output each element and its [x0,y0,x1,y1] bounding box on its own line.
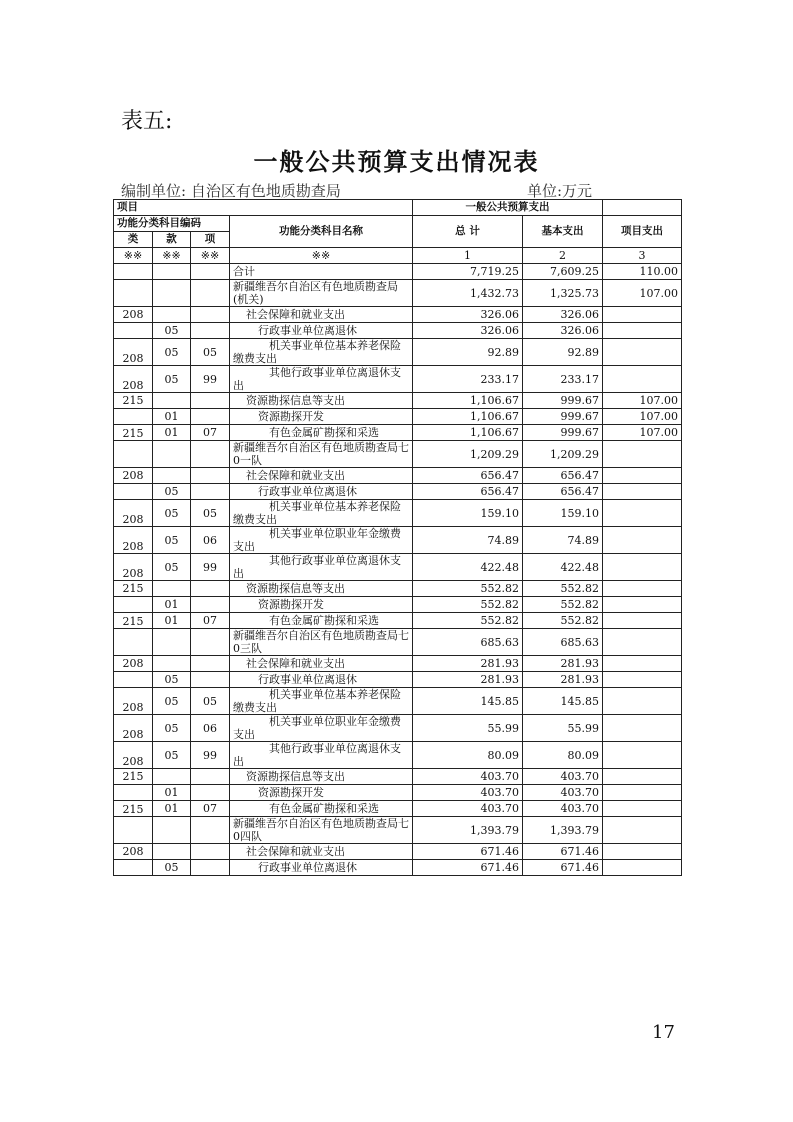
total-cell: 656.47 [413,484,523,500]
project-cell [603,860,682,876]
lei-cell: 208 [114,500,153,527]
kuan-cell: 05 [153,500,191,527]
kuan-cell: 05 [153,742,191,769]
basic-cell: 403.70 [523,769,603,785]
project-cell [603,629,682,656]
xiang-cell [191,860,230,876]
project-cell: 110.00 [603,264,682,280]
func-name-cell: 新疆维吾尔自治区有色地质勘查局七0一队 [230,441,413,468]
total-cell: 403.70 [413,769,523,785]
project-cell [603,715,682,742]
func-name-cell: 社会保障和就业支出 [230,307,413,323]
lei-cell [114,409,153,425]
kuan-cell: 01 [153,613,191,629]
project-cell [603,441,682,468]
xiang-cell [191,769,230,785]
basic-cell: 671.46 [523,860,603,876]
table-row [114,425,682,441]
lei-cell: 208 [114,468,153,484]
project-cell: 107.00 [603,280,682,307]
header-basic: 基本支出 [523,216,603,248]
total-cell: 1,106.67 [413,409,523,425]
kuan-cell: 01 [153,425,191,441]
table-row [114,844,682,860]
kuan-cell [153,307,191,323]
basic-cell: 403.70 [523,801,603,817]
kuan-cell [153,629,191,656]
basic-cell: 999.67 [523,393,603,409]
total-cell: 145.85 [413,688,523,715]
xiang-cell [191,817,230,844]
project-cell [603,597,682,613]
lei-cell: 208 [114,307,153,323]
func-name-cell: 合计 [230,264,413,280]
xiang-cell [191,581,230,597]
xiang-cell: 05 [191,688,230,715]
table-row [114,801,682,817]
table-row [114,613,682,629]
xiang-cell [191,264,230,280]
basic-cell: 233.17 [523,366,603,393]
func-name-cell: 行政事业单位离退休 [230,672,413,688]
basic-cell: 55.99 [523,715,603,742]
project-cell [603,307,682,323]
table-row [114,484,682,500]
table-row [114,280,682,307]
func-name-cell: 行政事业单位离退休 [230,860,413,876]
basic-cell: 552.82 [523,613,603,629]
lei-cell [114,817,153,844]
basic-cell: 281.93 [523,656,603,672]
func-name-cell: 行政事业单位离退休 [230,323,413,339]
total-cell: 685.63 [413,629,523,656]
func-name-cell: 有色金属矿勘探和采选 [230,801,413,817]
total-cell: 80.09 [413,742,523,769]
page-number: 17 [652,1022,675,1043]
table-row [114,554,682,581]
index-row [114,248,682,264]
table-row [114,629,682,656]
table-row [114,409,682,425]
basic-cell: 999.67 [523,409,603,425]
document-title: 一般公共预算支出情况表 [253,147,540,176]
project-cell [603,801,682,817]
total-cell: 233.17 [413,366,523,393]
xiang-cell: 05 [191,339,230,366]
index-1: 1 [413,248,523,264]
basic-cell: 281.93 [523,672,603,688]
mark-lei: ※※ [114,248,153,264]
xiang-cell: 05 [191,500,230,527]
kuan-cell [153,468,191,484]
total-cell: 281.93 [413,672,523,688]
xiang-cell: 99 [191,366,230,393]
table-row [114,393,682,409]
total-cell: 403.70 [413,801,523,817]
mark-kuan: ※※ [153,248,191,264]
total-cell: 1,209.29 [413,441,523,468]
total-cell: 55.99 [413,715,523,742]
project-cell: 107.00 [603,409,682,425]
currency-unit: 单位:万元 [527,182,593,200]
lei-cell: 215 [114,769,153,785]
table-row [114,742,682,769]
func-name-cell: 行政事业单位离退休 [230,484,413,500]
table-row [114,441,682,468]
kuan-cell: 05 [153,715,191,742]
table-row [114,715,682,742]
kuan-cell: 05 [153,339,191,366]
lei-cell [114,629,153,656]
total-cell: 92.89 [413,339,523,366]
func-name-cell: 机关事业单位基本养老保险缴费支出 [230,688,413,715]
header-xiang: 项 [191,232,230,248]
lei-cell: 208 [114,527,153,554]
total-cell: 159.10 [413,500,523,527]
basic-cell: 145.85 [523,688,603,715]
func-name-cell: 社会保障和就业支出 [230,468,413,484]
lei-cell: 215 [114,393,153,409]
basic-cell: 656.47 [523,468,603,484]
lei-cell [114,441,153,468]
kuan-cell [153,441,191,468]
lei-cell [114,323,153,339]
total-cell: 1,106.67 [413,425,523,441]
total-cell: 552.82 [413,613,523,629]
table-row [114,500,682,527]
basic-cell: 74.89 [523,527,603,554]
lei-cell: 208 [114,656,153,672]
xiang-cell [191,307,230,323]
lei-cell: 208 [114,339,153,366]
table-row [114,264,682,280]
basic-cell: 685.63 [523,629,603,656]
xiang-cell [191,409,230,425]
kuan-cell: 05 [153,860,191,876]
kuan-cell [153,656,191,672]
kuan-cell: 01 [153,801,191,817]
index-2: 2 [523,248,603,264]
table-row [114,366,682,393]
basic-cell: 159.10 [523,500,603,527]
func-name-cell: 机关事业单位基本养老保险缴费支出 [230,339,413,366]
total-cell: 671.46 [413,844,523,860]
basic-cell: 326.06 [523,323,603,339]
total-cell: 422.48 [413,554,523,581]
kuan-cell [153,844,191,860]
xiang-cell: 06 [191,527,230,554]
project-cell: 107.00 [603,425,682,441]
kuan-cell: 01 [153,597,191,613]
func-name-cell: 其他行政事业单位离退休支出 [230,366,413,393]
table-row [114,769,682,785]
total-cell: 656.47 [413,468,523,484]
func-name-cell: 机关事业单位基本养老保险缴费支出 [230,500,413,527]
xiang-cell: 07 [191,425,230,441]
func-name-cell: 有色金属矿勘探和采选 [230,613,413,629]
xiang-cell: 06 [191,715,230,742]
header-lei: 类 [114,232,153,248]
lei-cell: 208 [114,844,153,860]
basic-cell: 999.67 [523,425,603,441]
xiang-cell [191,441,230,468]
project-cell [603,844,682,860]
budget-table-body [114,200,682,876]
xiang-cell [191,672,230,688]
func-name-cell: 资源勘探信息等支出 [230,393,413,409]
xiang-cell: 07 [191,613,230,629]
header-func-code: 功能分类科目编码 [114,216,230,232]
lei-cell: 215 [114,581,153,597]
func-name-cell: 社会保障和就业支出 [230,844,413,860]
func-name-cell: 资源勘探开发 [230,785,413,801]
func-name-cell: 机关事业单位职业年金缴费支出 [230,715,413,742]
xiang-cell [191,393,230,409]
table-row [114,323,682,339]
header-row-2 [114,216,682,232]
table-row [114,672,682,688]
xiang-cell [191,323,230,339]
basic-cell: 80.09 [523,742,603,769]
basic-cell: 326.06 [523,307,603,323]
project-cell [603,581,682,597]
total-cell: 552.82 [413,581,523,597]
table-row [114,688,682,715]
lei-cell: 208 [114,366,153,393]
lei-cell [114,597,153,613]
lei-cell [114,280,153,307]
kuan-cell: 05 [153,366,191,393]
table-row [114,468,682,484]
project-cell [603,688,682,715]
func-name-cell: 资源勘探信息等支出 [230,769,413,785]
basic-cell: 403.70 [523,785,603,801]
project-cell [603,339,682,366]
func-name-cell: 资源勘探开发 [230,597,413,613]
header-empty-cell [603,200,682,216]
func-name-cell: 社会保障和就业支出 [230,656,413,672]
project-cell: 107.00 [603,393,682,409]
func-name-cell: 新疆维吾尔自治区有色地质勘查局(机关) [230,280,413,307]
header-project: 项目支出 [603,216,682,248]
kuan-cell [153,769,191,785]
project-cell [603,672,682,688]
kuan-cell: 05 [153,688,191,715]
budget-table [113,199,682,876]
basic-cell: 7,609.25 [523,264,603,280]
func-name-cell: 资源勘探开发 [230,409,413,425]
xiang-cell: 99 [191,742,230,769]
project-cell [603,817,682,844]
lei-cell [114,860,153,876]
total-cell: 403.70 [413,785,523,801]
basic-cell: 552.82 [523,581,603,597]
compiling-unit: 编制单位: 自治区有色地质勘查局 [121,182,341,200]
lei-cell: 208 [114,688,153,715]
index-3: 3 [603,248,682,264]
lei-cell: 208 [114,715,153,742]
lei-cell: 215 [114,801,153,817]
total-cell: 552.82 [413,597,523,613]
project-cell [603,500,682,527]
func-name-cell: 资源勘探信息等支出 [230,581,413,597]
xiang-cell: 07 [191,801,230,817]
func-name-cell: 新疆维吾尔自治区有色地质勘查局七0四队 [230,817,413,844]
table-row [114,527,682,554]
basic-cell: 1,209.29 [523,441,603,468]
table-row [114,860,682,876]
mark-name: ※※ [230,248,413,264]
func-name-cell: 新疆维吾尔自治区有色地质勘查局七0三队 [230,629,413,656]
kuan-cell [153,581,191,597]
func-name-cell: 其他行政事业单位离退休支出 [230,742,413,769]
xiang-cell [191,280,230,307]
kuan-cell: 05 [153,323,191,339]
basic-cell: 92.89 [523,339,603,366]
basic-cell: 422.48 [523,554,603,581]
kuan-cell: 05 [153,554,191,581]
total-cell: 1,432.73 [413,280,523,307]
header-func-name: 功能分类科目名称 [230,216,413,248]
project-cell [603,323,682,339]
func-name-cell: 机关事业单位职业年金缴费支出 [230,527,413,554]
lei-cell [114,264,153,280]
project-cell [603,656,682,672]
project-cell [603,484,682,500]
project-cell [603,785,682,801]
total-cell: 281.93 [413,656,523,672]
total-cell: 326.06 [413,323,523,339]
kuan-cell [153,264,191,280]
kuan-cell: 05 [153,672,191,688]
header-item: 项目 [114,200,413,216]
kuan-cell: 01 [153,409,191,425]
xiang-cell [191,484,230,500]
basic-cell: 552.82 [523,597,603,613]
xiang-cell [191,844,230,860]
table-row [114,339,682,366]
xiang-cell [191,597,230,613]
lei-cell [114,672,153,688]
basic-cell: 1,325.73 [523,280,603,307]
lei-cell: 208 [114,742,153,769]
project-cell [603,769,682,785]
project-cell [603,366,682,393]
basic-cell: 656.47 [523,484,603,500]
table-row [114,597,682,613]
table-row [114,656,682,672]
project-cell [603,613,682,629]
total-cell: 7,719.25 [413,264,523,280]
table-row [114,817,682,844]
lei-cell [114,484,153,500]
header-total: 总 计 [413,216,523,248]
table-row [114,785,682,801]
total-cell: 74.89 [413,527,523,554]
lei-cell [114,785,153,801]
xiang-cell [191,629,230,656]
kuan-cell: 05 [153,527,191,554]
func-name-cell: 其他行政事业单位离退休支出 [230,554,413,581]
basic-cell: 671.46 [523,844,603,860]
xiang-cell [191,468,230,484]
xiang-cell [191,785,230,801]
basic-cell: 1,393.79 [523,817,603,844]
mark-xiang: ※※ [191,248,230,264]
total-cell: 1,393.79 [413,817,523,844]
project-cell [603,742,682,769]
header-kuan: 款 [153,232,191,248]
xiang-cell: 99 [191,554,230,581]
kuan-cell: 01 [153,785,191,801]
table-row [114,581,682,597]
header-budget: 一般公共预算支出 [413,200,603,216]
total-cell: 671.46 [413,860,523,876]
table-row [114,307,682,323]
lei-cell: 215 [114,613,153,629]
kuan-cell [153,817,191,844]
kuan-cell: 05 [153,484,191,500]
kuan-cell [153,393,191,409]
table-label: 表五: [121,109,173,134]
header-row-1 [114,200,682,216]
project-cell [603,468,682,484]
xiang-cell [191,656,230,672]
total-cell: 326.06 [413,307,523,323]
total-cell: 1,106.67 [413,393,523,409]
kuan-cell [153,280,191,307]
lei-cell: 208 [114,554,153,581]
func-name-cell: 有色金属矿勘探和采选 [230,425,413,441]
project-cell [603,527,682,554]
lei-cell: 215 [114,425,153,441]
project-cell [603,554,682,581]
